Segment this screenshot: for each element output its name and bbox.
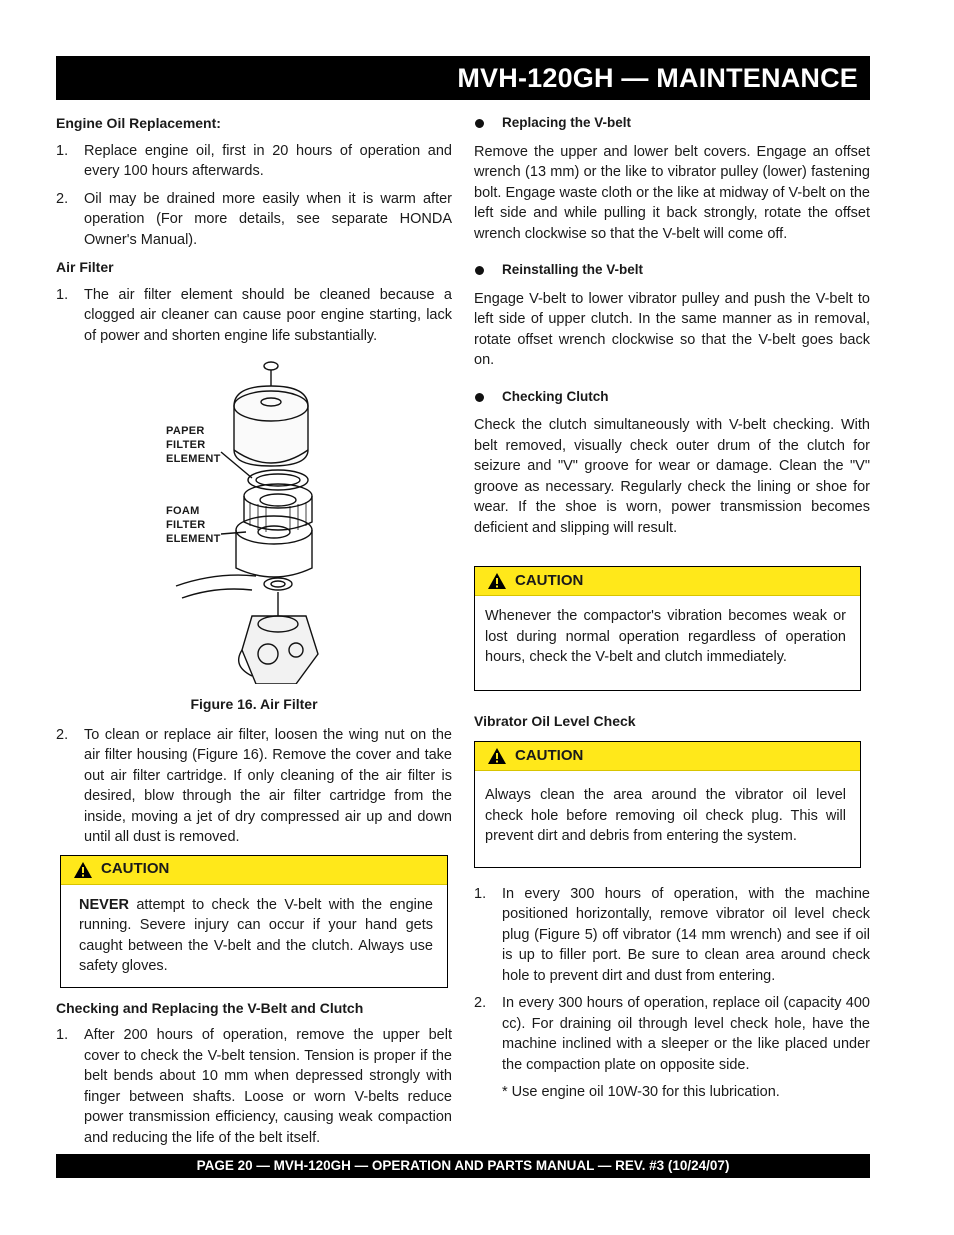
left-column — [56, 113, 452, 1155]
list-item — [474, 884, 870, 987]
reinstalling-heading: Reinstalling the V-belt — [474, 260, 870, 281]
caution-header — [61, 856, 447, 885]
bullet-dot-icon — [475, 266, 484, 275]
step-text: The air filter element should be cleaned because a clogged air cleaner can cause poor engine starting, lack of power and shorten engine life substantially. — [84, 286, 452, 344]
caution-label: CAUTION — [515, 746, 584, 764]
caution-box-vbelt — [60, 855, 448, 988]
air-filter-drawing — [56, 354, 452, 684]
list-item — [56, 725, 452, 848]
warning-triangle-icon — [73, 861, 93, 879]
caution-body: Always clean the area around the vibrator oil level check hole before removing oil check plug. This will prevent dirt and debris from entering the system. — [485, 787, 846, 844]
air-filter-figure — [56, 354, 452, 684]
air-filter-steps-continued — [56, 725, 452, 848]
replacing-text: Remove the upper and lower belt covers. Engage an offset wrench (13 mm) or the like to vibrator pulley (lower) fastening bolt. Engage waste cloth or the like at midway of V-belt on the left side and while pulling it back strongly, rotate the offset wrench clockwise so that the V-belt will come off. — [474, 143, 870, 242]
step-number: 1. — [474, 885, 487, 902]
list-item — [56, 141, 452, 182]
bullet-dot-icon — [475, 393, 484, 402]
step-number: 1. — [56, 142, 69, 159]
right-column — [474, 113, 870, 1103]
vbelt-heading: Checking and Replacing the V-Belt and Clutch — [56, 999, 364, 1016]
step-number: 2. — [56, 190, 69, 207]
vibrator-heading: Vibrator Oil Level Check — [474, 712, 636, 729]
step-number: 2. — [56, 726, 69, 743]
replacing-heading: Replacing the V-belt — [474, 113, 870, 134]
clutch-heading: Checking Clutch — [474, 387, 870, 408]
page-footer: PAGE 20 — MVH-120GH — OPERATION AND PARTS MANUAL — REV. #3 (10/24/07) — [56, 1154, 870, 1178]
page-title: MVH-120GH — MAINTENANCE — [457, 63, 858, 93]
engine-oil-steps — [56, 141, 452, 251]
lubrication-note: * Use engine oil 10W-30 for this lubrication. — [502, 1084, 780, 1100]
caution-header — [475, 567, 860, 596]
step-number: 1. — [56, 1027, 69, 1043]
step-text: In every 300 hours of operation, with the machine positioned horizontally, remove vibrator oil level check plug (Figure 5) off vibrator (14 mm wrench) and see if oil is up to filler port. Be sure to clean area around check hole to prevent dirt and dust from entering. — [502, 885, 870, 984]
foam-filter-label: FOAM FILTER ELEMENT — [166, 505, 221, 545]
paper-filter-label: PAPER FILTER ELEMENT — [166, 425, 221, 465]
caution-label: CAUTION — [515, 571, 584, 589]
list-item — [56, 189, 452, 251]
vbelt-steps — [56, 1025, 452, 1148]
figure-caption: Figure 16. Air Filter — [190, 696, 318, 712]
caution-box-vibrator — [474, 741, 861, 868]
caution-strong: NEVER — [79, 896, 129, 913]
engine-oil-heading: Engine Oil Replacement: — [56, 115, 221, 131]
step-text: To clean or replace air filter, loosen the wing nut on the air filter housing (Figure 16). Remove the cover and take out air filter cartridge. If only cleaning of the air filter is desired, blow through the air filter cartridge from the inside, moving a jet of dry compressed air up and down until all dust is removed. — [84, 726, 452, 845]
air-filter-steps — [56, 285, 452, 347]
title-bar — [56, 56, 870, 100]
step-number: 2. — [474, 995, 487, 1011]
bullet-dot-icon — [475, 119, 484, 128]
caution-header — [475, 742, 860, 771]
list-item — [56, 285, 452, 347]
reinstalling-text: Engage V-belt to lower vibrator pulley and push the V-belt to left side of upper clutch. In the same manner as in removal, rotate offset wrench clockwise so that the V-belt goes back on. — [474, 290, 870, 368]
caution-label: CAUTION — [101, 860, 170, 878]
step-text: After 200 hours of operation, remove the upper belt cover to check the V-belt tension. Tension is proper if the belt bends about 10 mm when depressed strongly with finger between shafts. Loose or worn V-belts reduce power transmission efficiency, causing weak compaction and reducing the life of the belt itself. — [84, 1027, 452, 1146]
air-filter-heading: Air Filter — [56, 259, 114, 275]
step-text: In every 300 hours of operation, replace oil (capacity 400 cc). For draining oil through level check hole, have the machine inclined with a sleeper or the like placed under the compaction plate on opposite side. — [502, 995, 870, 1073]
list-item — [474, 993, 870, 1075]
caution-text: attempt to check the V-belt with the engine running. Severe injury can occur if your hand gets caught between the V-belt and the clutch. Always use safety gloves. — [79, 896, 433, 974]
step-text: Oil may be drained more easily when it is warm after operation (For more details, see separate HONDA Owner's Manual). — [84, 190, 452, 248]
vibrator-steps — [474, 884, 870, 1076]
list-item — [56, 1025, 452, 1148]
caution-body: Whenever the compactor's vibration becomes weak or lost during normal operation regardless of operation hours, check the V-belt and clutch immediately. — [485, 608, 846, 665]
caution-body — [61, 885, 447, 987]
caution-box-clutch — [474, 566, 861, 691]
step-number: 1. — [56, 286, 69, 303]
step-text: Replace engine oil, first in 20 hours of operation and every 100 hours afterwards. — [84, 142, 452, 179]
warning-triangle-icon — [487, 572, 507, 590]
warning-triangle-icon — [487, 747, 507, 765]
clutch-text: Check the clutch simultaneously with V-belt checking. With belt removed, visually check outer drum of the clutch for seizure and "V" groove for wear or damage. Clean the "V" groove as necessary. Regularly check the lining or shoe for wear. If the shoe is worn, power transmission becomes deficient and slipping will result. — [474, 417, 870, 536]
